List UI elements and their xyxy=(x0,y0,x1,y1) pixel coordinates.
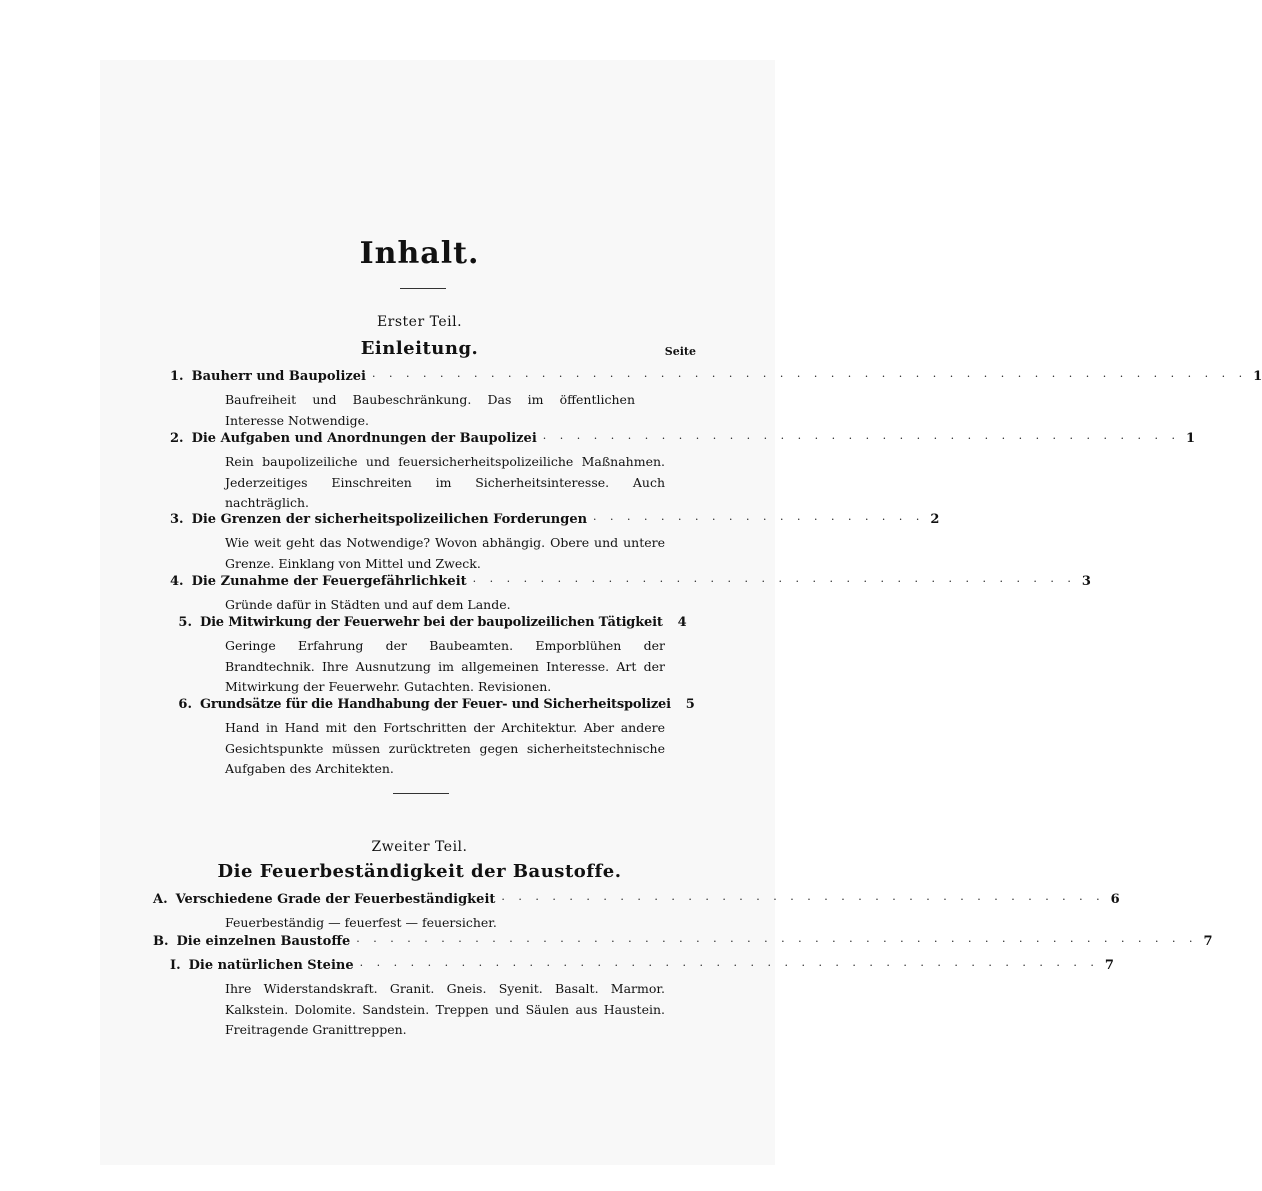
entry-number: 3. xyxy=(170,512,184,527)
part2-label: Zweiter Teil. xyxy=(371,839,468,855)
entry-page-number: 2 xyxy=(930,512,940,527)
entry-title: Grundsätze für die Handhabung der Feuer- und Sicherheitspolizei xyxy=(200,697,671,712)
dot-leader: · · · · · · · · · · · · · · · · · · · · · · · · · · · · · · · · · · · · · · · · · · · · · · · · · · xyxy=(356,935,1198,948)
dot-leader: · · · · · · · · · · · · · · · · · · · · · · · · · · · · · · · · · · · · xyxy=(501,893,1105,906)
page-column-label: Seite xyxy=(664,345,696,358)
page-title: Inhalt. xyxy=(359,236,480,271)
entry-title: Verschiedene Grade der Feuerbeständigkeit xyxy=(175,892,496,907)
dot-leader: · · · · · · · · · · · · · · · · · · · · · · · · · · · · · · · · · · · · · · xyxy=(542,432,1181,445)
entry-page-number: 7 xyxy=(1104,958,1114,973)
entry-title: Die Zunahme der Feuergefährlichkeit xyxy=(191,574,467,589)
toc-entry xyxy=(153,934,1213,955)
part2-heading: Die Feuerbeständigkeit der Baustoffe. xyxy=(217,861,622,882)
toc-entry xyxy=(170,958,1114,1041)
toc-entry xyxy=(170,369,1262,431)
entry-description: Ihre Widerstandskraft. Granit. Gneis. Syenit. Basalt. Marmor. Kalkstein. Dolomite. Sandstein. Treppen und Säulen aus Haustein. Freitragende Granittreppen. xyxy=(225,981,665,1037)
toc-entry xyxy=(170,697,696,780)
entry-page-number: 7 xyxy=(1203,934,1213,949)
entry-number: 5. xyxy=(178,615,192,630)
entry-page-number: 4 xyxy=(677,615,687,630)
entry-title: Bauherr und Baupolizei xyxy=(191,369,366,384)
entry-number: I. xyxy=(170,958,181,973)
dot-leader: · · · · · · · · · · · · · · · · · · · · xyxy=(593,513,925,526)
entry-title: Die einzelnen Baustoffe xyxy=(176,934,351,949)
toc-entry xyxy=(170,615,696,698)
entry-number: 2. xyxy=(170,431,184,446)
entry-title: Die Grenzen der sicherheitspolizeilichen Forderungen xyxy=(191,512,588,527)
entry-number: A. xyxy=(153,892,168,907)
toc-entry xyxy=(153,892,1120,934)
part1-heading: Einleitung. xyxy=(360,338,479,359)
entry-description: Hand in Hand mit den Fortschritten der Architektur. Aber andere Gesichtspunkte müssen zurücktreten gegen sicherheitstechnische Aufgaben des Architekten. xyxy=(225,720,665,776)
entry-page-number: 5 xyxy=(685,697,695,712)
entry-description: Wie weit geht das Notwendige? Wovon abhängig. Obere und untere Grenze. Einklang von Mittel und Zweck. xyxy=(225,535,665,571)
entry-description: Feuerbeständig — feuerfest — feuersicher. xyxy=(225,915,497,930)
dot-leader: · · · · · · · · · · · · · · · · · · · · · · · · · · · · · · · · · · · · · · · · · · · · xyxy=(359,959,1099,972)
part1-label: Erster Teil. xyxy=(376,314,463,330)
entry-description: Rein baupolizeiliche und feuersicherheitspolizeiliche Maßnahmen. Jederzeitiges Einschreiten im Sicherheitsinteresse. Auch nachträglich. xyxy=(225,454,665,510)
entry-title: Die Aufgaben und Anordnungen der Baupolizei xyxy=(191,431,537,446)
section-divider xyxy=(393,793,449,794)
dot-leader: · · · · · · · · · · · · · · · · · · · · · · · · · · · · · · · · · · · · xyxy=(472,575,1076,588)
entry-page-number: 1 xyxy=(1186,431,1196,446)
entry-title: Die Mitwirkung der Feuerwehr bei der baupolizeilichen Tätigkeit xyxy=(200,615,663,630)
entry-number: 1. xyxy=(170,369,184,384)
entry-page-number: 3 xyxy=(1081,574,1091,589)
toc-entry xyxy=(170,574,1091,616)
entry-title: Die natürlichen Steine xyxy=(188,958,354,973)
title-divider xyxy=(400,288,446,289)
dot-leader: · · · · · · · · · · · · · · · · · · · · · · · · · · · · · · · · · · · · · · · · · · · · · · · · · · · · xyxy=(372,370,1248,383)
entry-number: 4. xyxy=(170,574,184,589)
toc-entry xyxy=(170,512,940,574)
entry-page-number: 6 xyxy=(1110,892,1120,907)
entry-page-number: 1 xyxy=(1253,369,1262,384)
entry-description: Geringe Erfahrung der Baubeamten. Emporblühen der Brandtechnik. Ihre Ausnutzung im allgemeinen Interesse. Art der Mitwirkung der Feuerwehr. Gutachten. Revisionen. xyxy=(225,638,665,694)
entry-number: B. xyxy=(153,934,169,949)
toc-entry xyxy=(170,431,1196,514)
entry-description: Gründe dafür in Städten und auf dem Lande. xyxy=(225,597,511,612)
entry-number: 6. xyxy=(178,697,192,712)
entry-description: Baufreiheit und Baubeschränkung. Das im öffentlichen Interesse Notwendige. xyxy=(225,392,635,428)
